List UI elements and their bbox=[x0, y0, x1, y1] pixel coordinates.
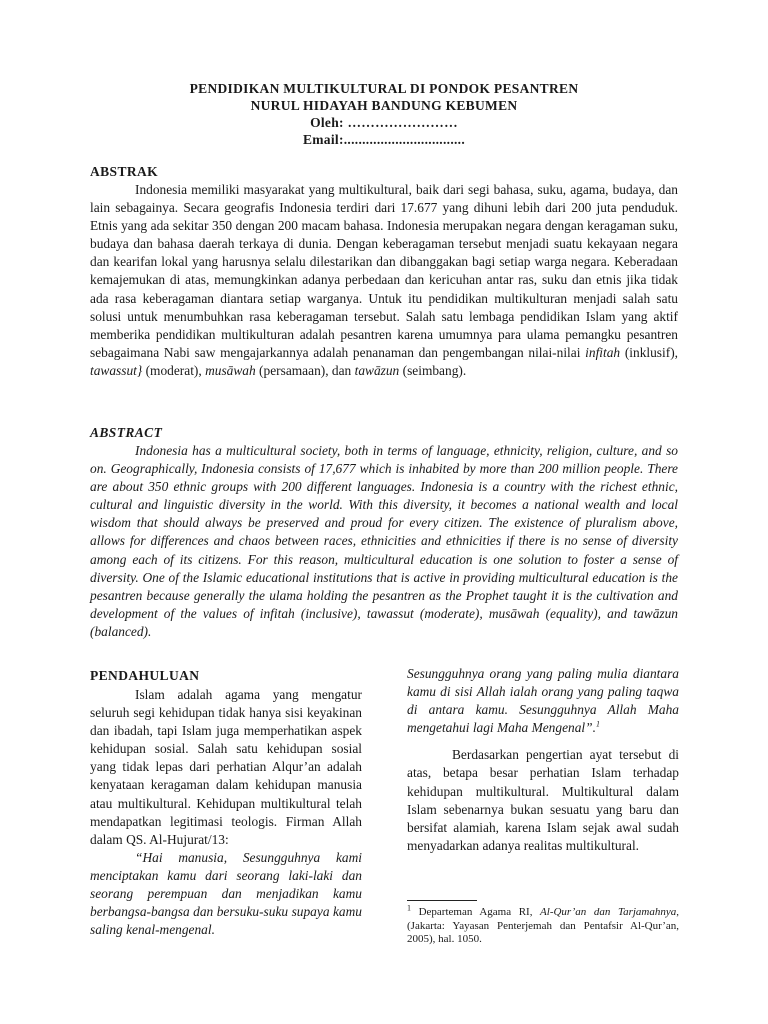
abstrak-heading: ABSTRAK bbox=[90, 164, 159, 179]
abstrak-text-d: (persamaan), dan bbox=[255, 362, 355, 378]
pendahuluan-heading: PENDAHULUAN bbox=[90, 668, 200, 683]
footnote-text-b: , (Jakarta: Yayasan Penterjemah dan Pentafsir Al-Qur’an, 2005), hal. 1050. bbox=[407, 906, 679, 946]
author-line: Oleh: …………………… bbox=[310, 115, 458, 130]
footnote-reference[interactable]: 1 bbox=[595, 719, 600, 729]
paper-title-line-2: NURUL HIDAYAH BANDUNG KEBUMEN bbox=[250, 98, 518, 113]
footnote-mark: 1 bbox=[407, 903, 411, 913]
quran-quote-left: “Hai manusia, Sesungguhnya kami menciptakan kamu dari seorang laki-laki dan seorang perempuan dan menjadikan kamu berbangsa-bangsa dan bersuku-suku supaya kamu saling kenal-mengenal. bbox=[90, 849, 362, 938]
abstrak-text-a: Indonesia memiliki masyarakat yang multikultural, baik dari segi bahasa, suku, agama, budaya, dan lain sebagainya. Secara geografis Indonesia terdiri dari 17.677 yang dihuni lebih dari 200 juta penduduk. Etnis yang ada sekitar 350 dengan 200 macam bahasa. Indonesia merupakan negara dengan keragaman suku, budaya dan bahasa daerah terkaya di dunia. Dengan keberagaman tersebut menjadi suatu kekayaan negara dan kearifan lokal yang harusnya selalu dilestarikan dan dibanggakan bagi setiap warga negara. Keberadaan kemajemukan di atas, memungkinkan adanya perbedaan dan kericuhan antar ras, suku dan etnis jika tidak ada rasa keberagaman diantara setiap warganya. Untuk itu pendidikan multikulturan menjadi salah satu solusi untuk menumbuhkan rasa keberagaman tersebut. Salah satu lembaga pendidikan Islam yang aktif memberika pendidikan multikulturan adalah pesantren karena umumnya para ulama pemangku pesantren sebagaimana Nabi saw mengajarkannya adalah penanaman dan pengembangan nilai-nilai bbox=[90, 182, 678, 360]
abstract-body bbox=[90, 442, 678, 641]
pendahuluan-para-2: Berdasarkan pengertian ayat tersebut di atas, betapa besar perhatian Islam terhadap kehidupan multikultural. Multikultural dalam Islam sebenarnya bukan sesuatu yang baru dan bersifat alamiah, karena Islam sejak awal sudah menyadarkan adanya realitas multikultural. bbox=[407, 747, 679, 853]
abstrak-text-e: (seimbang). bbox=[399, 362, 467, 378]
pendahuluan-para-1: Islam adalah agama yang mengatur seluruh segi kehidupan tidak hanya sisi keyakinan dan ibadah, tapi Islam juga memperhatikan aspek kehidupan sosial. Salah satu kehidupan sosial yang tidak lepas dari perhatian Alqur’an adalah kenyataan keragaman dalam kehidupan manusia atau multikultural. Kehidupan multikultural telah mendapatkan legitimasi teologis. Firman Allah dalam QS. Al-Hujurat/13: bbox=[90, 687, 362, 847]
abstract-heading: ABSTRACT bbox=[90, 425, 163, 440]
paper-title-line-1: PENDIDIKAN MULTIKULTURAL DI PONDOK PESANTREN bbox=[189, 81, 579, 96]
term-musawah: musāwah bbox=[205, 362, 256, 378]
footnote-divider bbox=[407, 900, 477, 901]
term-tawassut: tawassut} bbox=[90, 362, 143, 378]
term-infitah: infitah bbox=[585, 344, 621, 360]
email-line: Email:................................. bbox=[302, 132, 466, 147]
footnote-book-title: Al-Qur’an dan Tarjamahnya bbox=[540, 906, 677, 918]
term-tawazun: tawāzun bbox=[354, 362, 400, 378]
footnote-text-a: Departeman Agama RI, bbox=[411, 906, 541, 918]
abstrak-text-b: (inklusif), bbox=[620, 344, 679, 360]
pendahuluan-right-column bbox=[407, 665, 679, 855]
footnote-1 bbox=[407, 903, 679, 947]
pendahuluan-left-column bbox=[90, 686, 362, 939]
title-block bbox=[0, 80, 768, 148]
abstrak-text-c: (moderat), bbox=[142, 362, 206, 378]
abstrak-body bbox=[90, 181, 678, 380]
abstract-text: Indonesia has a multicultural society, both in terms of language, ethnicity, religion, culture, and so on. Geographically, Indonesia consists of 17,677 which is inhabited by more than 200 million people. There are about 350 ethnic groups with 200 different languages. Indonesia is a country with the richest ethnic, cultural and linguistic diversity in the world. With this diversity, it becomes a national wealth and local wisdom that should always be preserved and proud for every citizen. The existence of pluralism above, allows for differences and chaos between races, ethnicities and ethnicities if there is no sense of diversity among each of its citizens. For this reason, multicultural education is one solution to foster a sense of diversity. One of the Islamic educational institutions that is active in providing multicultural education is the pesantren because generally the ulama holding the pesantren as the Prophet taught it is the cultivation and development of the values of infitah (inclusive), tawassut (moderate), musāwah (equality), and tawāzun (balanced). bbox=[90, 443, 678, 639]
quran-quote-right: Sesungguhnya orang yang paling mulia diantara kamu di sisi Allah ialah orang yang paling taqwa di antara kamu. Sesungguhnya Allah Maha mengetahui lagi Maha Mengenal”. bbox=[407, 666, 679, 736]
